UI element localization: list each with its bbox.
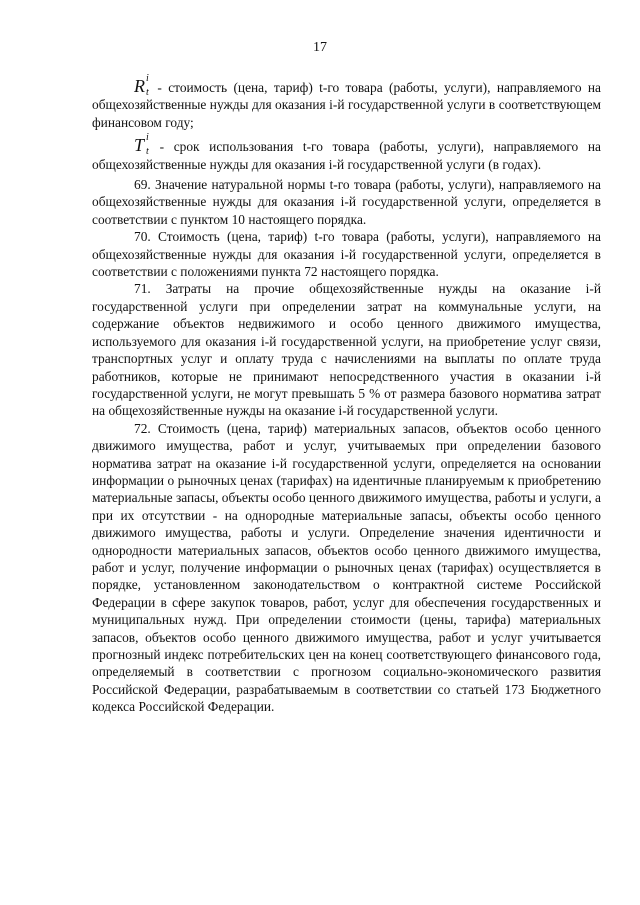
paragraph-69: 69. Значение натуральной нормы t-го товара (работы, услуги), направляемого на общехозяйственные нужды для оказания i-й государственной услуги, определяется в соответствии с пунктом 10 настоящего порядка. xyxy=(92,177,601,227)
symbol-r: R i t xyxy=(134,73,149,98)
definition-t-text: - срок использования t-го товара (работы, услуги), направляемого на общехозяйственные нужды для оказания i-й государственной услуги (в годах). xyxy=(92,139,601,172)
definition-t xyxy=(92,132,601,173)
paragraph-72: 72. Стоимость (цена, тариф) материальных запасов, объектов особо ценного движимого имущества, работ и услуг, учитываемых при определении базового норматива затрат на оказание i-й государственной услуги, определяется на основании информации о рыночных ценах (тарифах) на идентичные планируемым к приобретению материальные запасы, объекты особо ценного движимого имущества, работы и услуги, а при их отсутствии - на однородные материальные запасы, объекты особо ценного движимого имущества, работы и услуги. Определение значения идентичности и однородности материальных запасов, объектов особо ценного движимого имущества, работ и услуг, получение информации о рыночных ценах (тарифах) осуществляется в порядке, установленном законодательством о контрактной системе Российской Федерации в сфере закупок товаров, работ, услуг для обеспечения государственных и муниципальных нужд. При определении стоимости (цены, тарифа) материальных запасов, объектов особо ценного движимого имущества, работ и услуг учитывается прогнозный индекс потребительских цен на конец соответствующего финансового года, определяемый в соответствии с прогнозом социально-экономического развития Российской Федерации, разрабатываемым в соответствии со статьей 173 Бюджетного кодекса Российской Федерации. xyxy=(92,420,601,715)
page-number: 17 xyxy=(313,40,327,55)
paragraph-70: 70. Стоимость (цена, тариф) t-го товара (работы, услуги), направляемого на общехозяйственные нужды для оказания i-й государственной услуги, определяется в соответствии с положениями пункта 72 настоящего порядка. xyxy=(92,229,601,280)
symbol-t: T i t xyxy=(134,132,149,158)
paragraph-71: 71. Затраты на прочие общехозяйственные нужды на оказание i-й государственной услуги при определении затрат на коммунальные услуги, на содержание объектов недвижимого и особо ценного движимого имущества, используемого для оказания i-й государственной услуги, на приобретение услуг связи, транспортных услуг и оплату труда с начислениями на выплаты по оплате труда работников, которые не принимают непосредственного участия в оказании i-й государственной услуги, не могут превышать 5 % от размера базового норматива затрат на общехозяйственные нужды на оказание i-й государственной услуги. xyxy=(92,281,601,419)
definition-r xyxy=(92,73,601,131)
document-body xyxy=(92,73,601,716)
definition-r-text: - стоимость (цена, тариф) t-го товара (работы, услуги), направляемого на общехозяйственные нужды для оказания i-й государственной услуги в соответствующем финансовом году; xyxy=(92,80,601,130)
